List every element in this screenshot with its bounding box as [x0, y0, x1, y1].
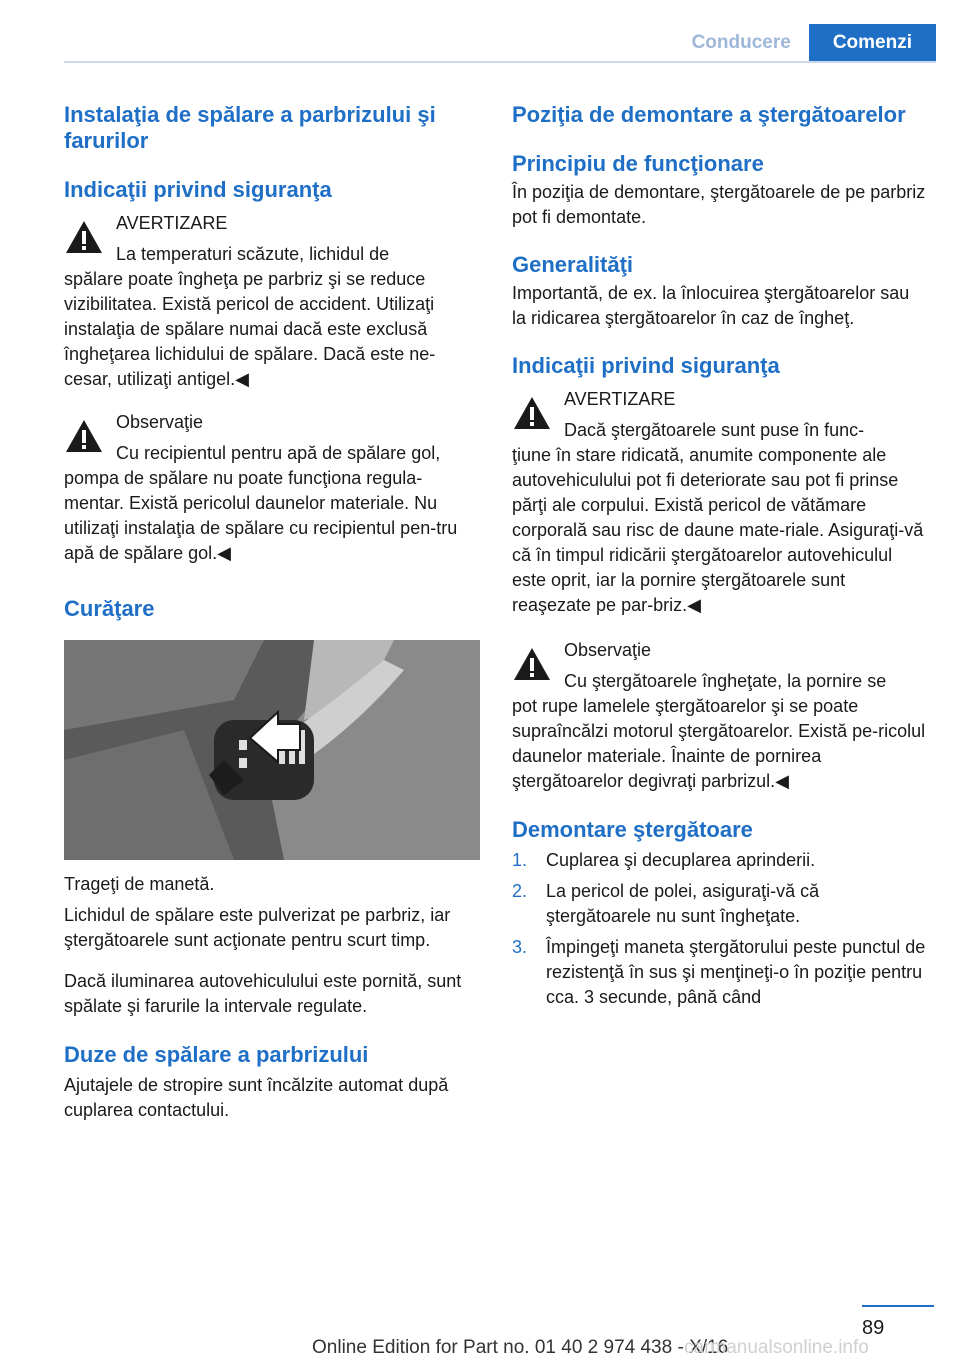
wiper-lever-illustration	[64, 640, 480, 860]
warning-text-rest: ţiune în stare ridicată, anumite componente ale autovehiculului pot fi deteriorate sau pot fi prinse părţi ale corpului. Există pericol de vătămare corporală sau risc de daune mate‐riale. Asiguraţi-vă că în timpul ridicării ştergătoarelor autovehiculul este oprit, iar la pornire ştergătoarele sunt reaşezate pe par‐briz.◀	[512, 445, 924, 615]
step-number: 3.	[512, 937, 528, 957]
removal-steps-list	[512, 848, 928, 1010]
washer-title: Instalaţia de spălare a parbrizului şi farurilor	[64, 102, 436, 153]
general-text: Importantă, de ex. la înlocuirea ştergătoarelor sau la ridicarea ştergătoarelor în caz de îngheţ.	[512, 283, 910, 328]
step-number: 2.	[512, 881, 528, 901]
cleaning-step: Trageţi de manetă.	[64, 874, 215, 894]
right-column	[512, 102, 928, 1010]
warning-triangle-icon	[512, 395, 552, 431]
list-item	[512, 879, 928, 929]
nozzles-text: Ajutajele de stropire sunt încălzite automat după cuplarea contactului.	[64, 1075, 449, 1120]
remove-wipers-heading: Demontare ştergătoare	[512, 817, 753, 842]
warning-triangle-icon	[64, 418, 104, 454]
left-column	[64, 102, 480, 1123]
nozzles-heading: Duze de spălare a parbrizului	[64, 1042, 369, 1067]
safety-heading-right: Indicaţii privind siguranţa	[512, 353, 780, 378]
warning-note-left	[64, 211, 480, 392]
observation-text-first: Cu ştergătoarele îngheţate, la pornire se	[564, 671, 887, 691]
step-number: 1.	[512, 850, 528, 870]
warning-label: AVERTIZARE	[116, 213, 228, 233]
step-text: Cuplarea şi decuplarea aprinderii.	[546, 850, 816, 870]
removal-position-title: Poziţia de demontare a ştergătoarelor	[512, 102, 906, 127]
headlight-cleaning-text: Dacă iluminarea autovehiculului este pornită, sunt spălate şi farurile la intervale regulate.	[64, 971, 462, 1016]
tab-conducere[interactable]: Conducere	[674, 24, 809, 61]
principle-text: În poziţia de demontare, ştergătoarele de pe parbriz pot fi demontate.	[512, 182, 926, 227]
list-item	[512, 848, 928, 873]
header-divider	[64, 61, 936, 63]
warning-text-rest: spălare poate îngheţa pe parbriz şi se reduce vizibilitatea. Există pericol de accident. Utilizaţi instalaţia de spălare numai dacă este exclusă îngheţarea lichidului de spălare. Dacă este ne‐cesar, utilizaţi antigel.◀	[64, 269, 436, 389]
warning-note-right	[512, 387, 928, 618]
warning-text-first: Dacă ştergătoarele sunt puse în func‐	[564, 420, 865, 440]
page-number: 89	[862, 1317, 885, 1339]
warning-label: AVERTIZARE	[564, 389, 676, 409]
cleaning-heading: Curăţare	[64, 596, 155, 621]
observation-note-right	[512, 638, 928, 794]
safety-heading-left: Indicaţii privind siguranţa	[64, 177, 332, 202]
wiper-lever-image	[64, 640, 480, 860]
observation-note-left	[64, 410, 480, 566]
list-item	[512, 935, 928, 1010]
footer-divider	[862, 1305, 934, 1307]
observation-text-rest: pot rupe lamelele ştergătoarelor şi se poate supraîncălzi motorul ştergătoarelor. Există pe‐ricolul daunelor materiale. Înainte de pornirea ştergătoarelor degivraţi parbrizul.◀	[512, 696, 926, 791]
step-text: Împingeţi maneta ştergătorului peste punctul de rezistenţă în sus şi menţineţi-o în poziţie pentru cca. 3 secunde, până când	[546, 937, 926, 1007]
watermark: carmanualsonline.info	[684, 1337, 869, 1358]
observation-label: Observaţie	[564, 640, 652, 660]
header-tabs	[674, 24, 936, 61]
observation-text-first: Cu recipientul pentru apă de spălare gol,	[116, 443, 441, 463]
warning-triangle-icon	[64, 219, 104, 255]
observation-text-rest: pompa de spălare nu poate funcţiona regula‐mentar. Există pericolul daunelor materiale. Nu utilizaţi instalaţia de spălare cu recipientul pen‐tru apă de spălare gol.◀	[64, 468, 458, 563]
general-heading: Generalităţi	[512, 252, 634, 277]
principle-heading: Principiu de funcţionare	[512, 151, 764, 176]
tab-comenzi[interactable]: Comenzi	[809, 24, 936, 61]
step-text: La pericol de polei, asiguraţi-vă că ştergătoarele nu sunt îngheţate.	[546, 881, 820, 926]
cleaning-description: Lichidul de spălare este pulverizat pe parbriz, iar ştergătoarele sunt acţionate pentru scurt timp.	[64, 905, 451, 950]
warning-triangle-icon	[512, 646, 552, 682]
edition-footer: Online Edition for Part no. 01 40 2 974 438 - X/16	[312, 1337, 729, 1358]
warning-text-first: La temperaturi scăzute, lichidul de	[116, 244, 390, 264]
observation-label: Observaţie	[116, 412, 204, 432]
